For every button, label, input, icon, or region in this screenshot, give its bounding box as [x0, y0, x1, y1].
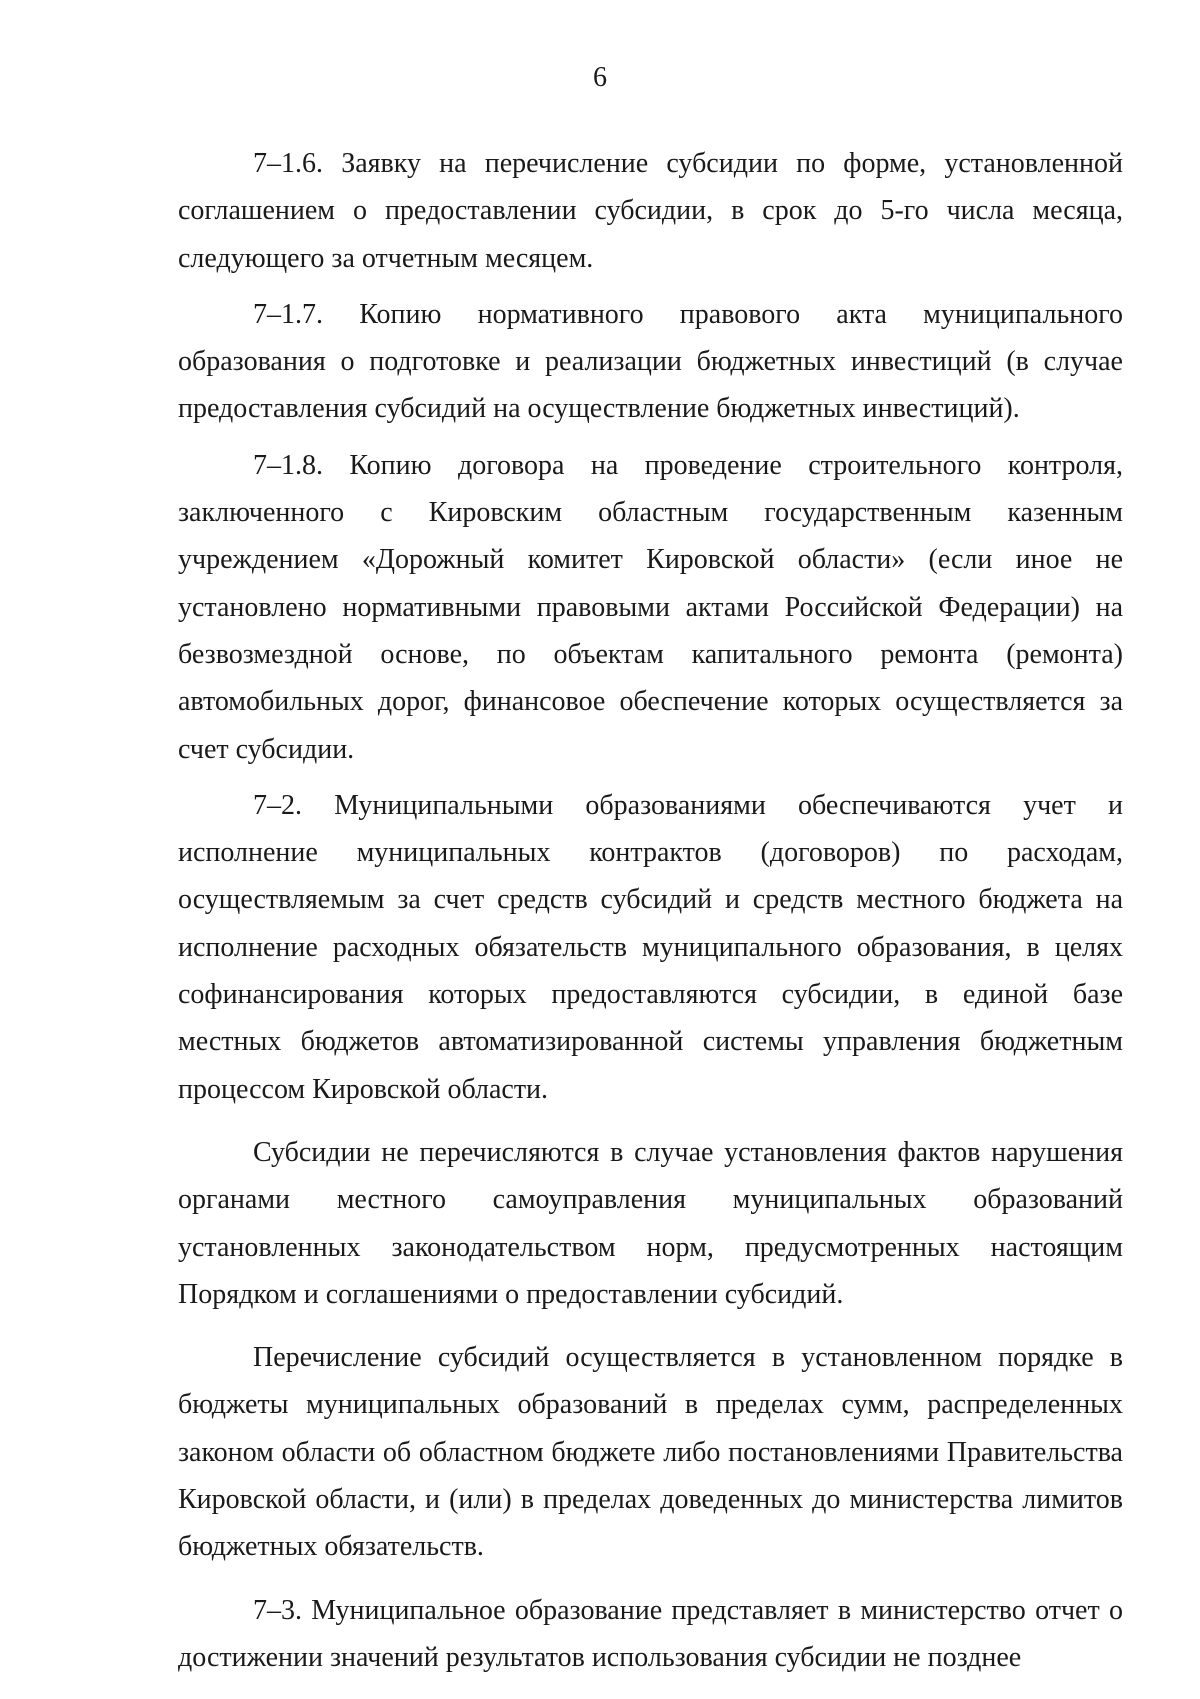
paragraph-7-1-7: 7–1.7. Копию нормативного правового акта муниципального образования о подготовке и реализации бюджетных инвестиций (в случае предоставления субсидий на осуществление бюджетных инвестиций).	[178, 298, 1123, 425]
paragraph-subsidies-not-transferred: Субсидии не перечисляются в случае установления фактов нарушения органами местного самоуправления муниципальных образований установленных законодательством норм, предусмотренных настоящим Порядком и соглашениями о предоставлении субсидий.	[178, 1136, 1123, 1310]
paragraph-7-2: 7–2. Муниципальными образованиями обеспечиваются учет и исполнение муниципальных контрактов (договоров) по расходам, осуществляемым за счет средств субсидий и средств местного бюджета на исполнение расходных обязательств муниципального образования, в целях софинансирования которых предоставляются субсидии, в единой базе местных бюджетов автоматизированной системы управления бюджетным процессом Кировской области.	[178, 789, 1123, 1105]
paragraph-subsidies-transfer: Перечисление субсидий осуществляется в установленном порядке в бюджеты муниципальных образований в пределах сумм, распределенных законом области об областном бюджете либо постановлениями Правительства Кировской области, и (или) в пределах доведенных до министерства лимитов бюджетных обязательств.	[178, 1342, 1123, 1563]
document-body	[178, 140, 1123, 1681]
paragraph-7-3: 7–3. Муниципальное образование представляет в министерство отчет о достижении значений результатов использования субсидии не позднее	[178, 1594, 1123, 1673]
page-number: 6	[593, 62, 607, 93]
paragraph-7-1-8: 7–1.8. Копию договора на проведение строительного контроля, заключенного с Кировским областным государственным казенным учреждением «Дорожный комитет Кировской области» (если иное не установлено нормативными правовыми актами Российской Федерации) на безвозмездной основе, по объектам капитального ремонта (ремонта) автомобильных дорог, финансовое обеспечение которых осуществляется за счет субсидии.	[178, 449, 1123, 765]
paragraph-7-1-6: 7–1.6. Заявку на перечисление субсидии по форме, установленной соглашением о предоставлении субсидии, в срок до 5-го числа месяца, следующего за отчетным месяцем.	[178, 148, 1123, 274]
